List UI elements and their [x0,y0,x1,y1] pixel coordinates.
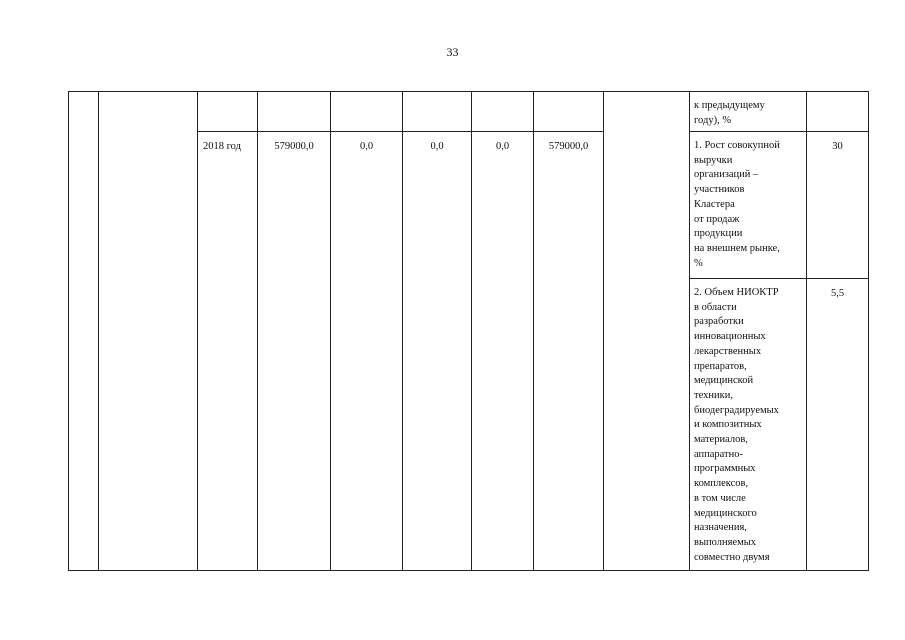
blank-cell [534,92,604,132]
indicator-2-value: 5,5 [830,288,845,299]
blank-cell [472,92,534,132]
indicator-cell [690,92,807,132]
indicator-2-text: 2. Объем НИОКТР в области разработки инновационных лекарственных препаратов, медицинской техники, биодеградируемых и композитных материалов, аппаратно- программных комплексов, в том числе медицинского назначения, выполняемых совместно двумя [694,287,779,563]
year-label: 2018 год [203,141,241,152]
blank-cell [807,92,869,132]
value-cell [331,132,403,571]
blank-cell [198,92,258,132]
total-cell [258,132,331,571]
value-b: 0,0 [430,141,444,152]
indicator-1-text: 1. Рост совокупной выручки организаций – участников Кластера от продаж продукции на внешнем рынке, % [694,140,780,269]
blank-cell [403,92,472,132]
value-cell [472,132,534,571]
target-value-cell [807,279,869,571]
indicator-cell [690,279,807,571]
year-cell [198,132,258,571]
data-table [68,91,869,571]
value-d: 579000,0 [548,141,589,152]
indicator-cell [690,132,807,279]
blank-cell [99,92,198,571]
value-a: 0,0 [359,141,374,152]
value-cell [534,132,604,571]
value-c: 0,0 [495,141,510,152]
indicator-1-value: 30 [832,141,843,152]
indicator-continuation: к предыдущему году), % [694,100,765,126]
blank-cell [331,92,403,132]
total-value: 579000,0 [274,141,314,152]
value-cell [403,132,472,571]
blank-cell [69,92,99,571]
blank-cell [258,92,331,132]
target-value-cell [807,132,869,279]
page-number: 33 [446,45,459,59]
blank-cell [604,92,690,571]
table-row [69,92,869,132]
